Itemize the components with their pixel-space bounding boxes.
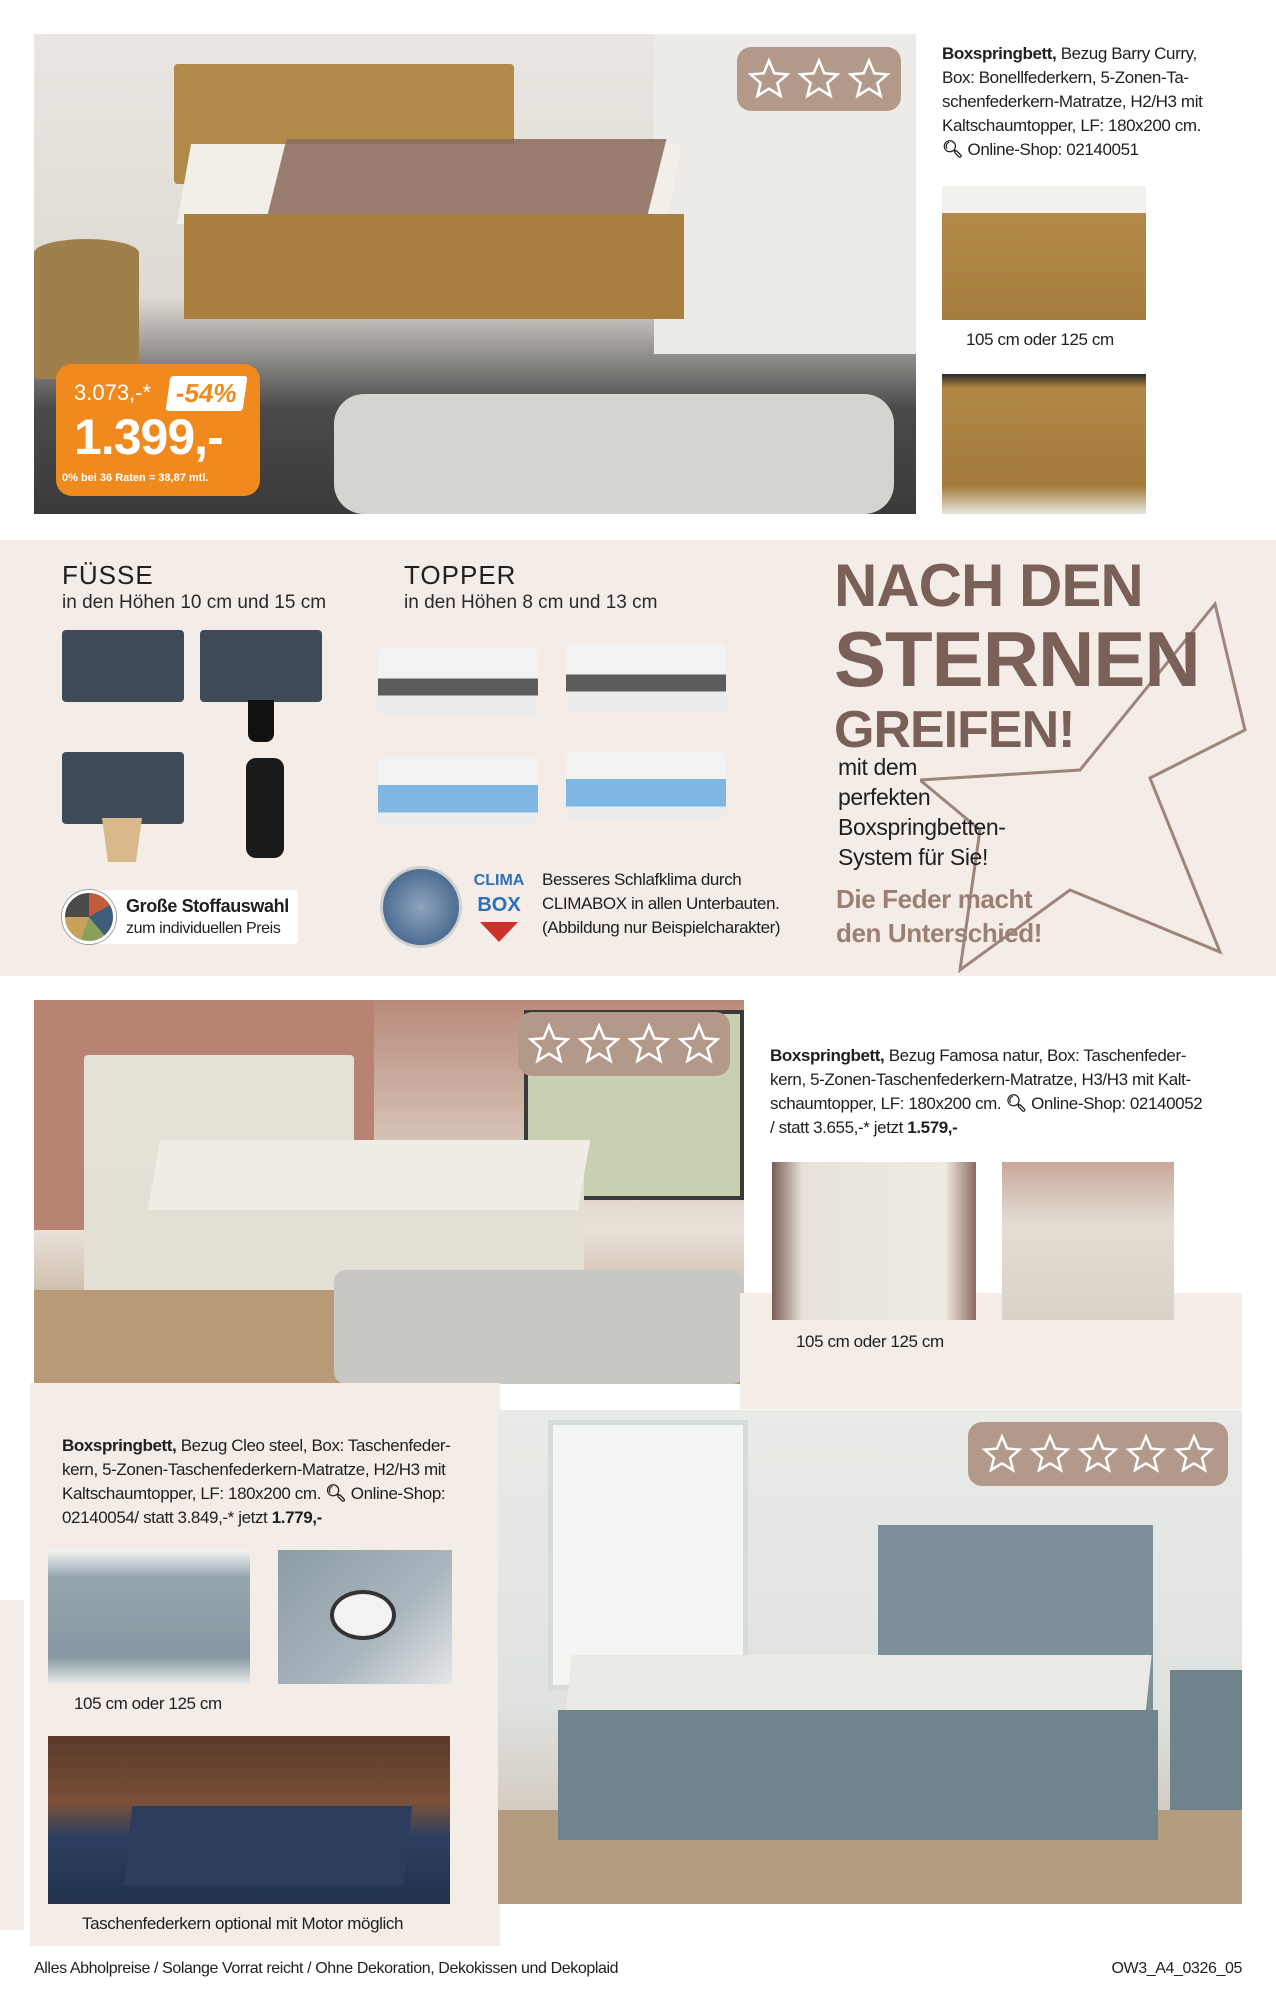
clima-logo-top: CLIMA — [473, 872, 525, 889]
stars-badge-4 — [518, 1012, 730, 1076]
slogan-line: System für Sie! — [838, 844, 988, 870]
headline-line-3: GREIFEN! — [834, 701, 1075, 759]
slogan-line: mit dem — [838, 754, 917, 780]
star-icon — [747, 57, 791, 101]
stars-badge-5 — [968, 1422, 1228, 1486]
robot-vacuum-detail-photo — [278, 1550, 452, 1684]
desc-line: kern, 5-Zonen-Taschenfederkern-Matratze, H2/H3 mit — [62, 1460, 446, 1479]
product-description-1 — [942, 42, 1242, 162]
climabox-text — [542, 868, 780, 940]
desc-line: Bezug Barry Curry, — [1060, 44, 1197, 63]
star-icon — [1077, 1433, 1119, 1475]
star-icon — [847, 57, 891, 101]
feder-line: Die Feder macht — [836, 884, 1033, 914]
price-financing: 0% bei 36 Raten = 38,87 mtl. — [62, 472, 209, 484]
slogan — [838, 752, 1005, 872]
headline-line-2: STERNEN — [834, 615, 1200, 703]
price-discount: -54% — [166, 376, 248, 411]
star-icon — [1125, 1433, 1167, 1475]
star-icon — [527, 1022, 571, 1066]
box-detail-photo — [942, 374, 1146, 514]
climabox-spring-icon — [380, 866, 462, 948]
headboard-detail-photo — [48, 1550, 250, 1684]
box-detail-photo — [1002, 1162, 1174, 1320]
bed-blanket — [148, 1140, 590, 1210]
foot-leg-black-tall — [246, 758, 284, 858]
footer-note: Alles Abholpreise / Solange Vorrat reicht / Ohne Dekoration, Dekokissen und Dekoplaid — [34, 1960, 619, 1977]
motor-caption: Taschenfederkern optional mit Motor möglich — [82, 1914, 404, 1933]
foot-option-low-dark — [62, 630, 184, 702]
feder-tagline — [836, 882, 1042, 950]
headline — [834, 552, 1200, 759]
feder-line: den Unterschied! — [836, 918, 1042, 948]
foot-option-high-dark — [200, 630, 322, 702]
size-caption: 105 cm oder 125 cm — [74, 1694, 222, 1713]
foot-option-low-wood — [62, 752, 184, 824]
clima-line: Besseres Schlafklima durch — [542, 870, 742, 889]
nightstand — [34, 239, 139, 379]
clima-logo-arrow — [480, 922, 518, 942]
online-shop-code: Online-Shop: 02140051 — [967, 140, 1139, 159]
product-title: Boxspringbett, — [62, 1436, 177, 1455]
star-icon — [627, 1022, 671, 1066]
size-caption: 105 cm oder 125 cm — [796, 1332, 944, 1351]
clima-line: (Abbildung nur Beispielcharakter) — [542, 918, 781, 937]
desc-line: Box: Bonellfederkern, 5-Zonen-Ta- — [942, 68, 1189, 87]
topper-subtitle: in den Höhen 8 cm und 13 cm — [404, 592, 658, 613]
size-caption: 105 cm oder 125 cm — [966, 330, 1114, 349]
price-old: 3.073,-* — [74, 380, 152, 405]
robot-vacuum — [330, 1590, 396, 1640]
product-description-3 — [62, 1434, 482, 1530]
topper-8cm-blue — [378, 758, 538, 826]
feet-subtitle: in den Höhen 10 cm und 15 cm — [62, 592, 327, 613]
online-shop-code: 02140054/ statt 3.849,-* jetzt — [62, 1508, 268, 1527]
stars-badge-3 — [737, 47, 901, 111]
motor-bed — [124, 1806, 412, 1886]
star-icon — [981, 1433, 1023, 1475]
floor-rug — [334, 394, 894, 514]
desc-line: Online-Shop: — [350, 1484, 446, 1503]
product-description-2 — [770, 1044, 1240, 1140]
slogan-line: perfekten — [838, 784, 931, 810]
search-icon: 🔍︎ — [942, 140, 964, 159]
star-icon — [797, 57, 841, 101]
new-price: 1.779,- — [271, 1508, 322, 1527]
price-badge — [56, 364, 260, 496]
nightstand — [1170, 1670, 1242, 1810]
topper-13cm-blue — [566, 752, 726, 820]
search-icon: 🔍︎ — [1005, 1094, 1027, 1113]
star-icon — [577, 1022, 621, 1066]
desc-line: schaumtopper, LF: 180x200 cm. — [770, 1094, 1002, 1113]
desc-line: Kaltschaumtopper, LF: 180x200 cm. — [62, 1484, 321, 1503]
topper-13cm-grey — [566, 644, 726, 712]
foot-leg-black — [248, 700, 274, 742]
motor-bed-photo — [48, 1736, 450, 1904]
new-price: 1.579,- — [907, 1118, 958, 1137]
search-icon: 🔍︎ — [325, 1484, 347, 1503]
left-strip — [0, 1600, 24, 1930]
bed-box — [558, 1710, 1158, 1840]
fabric-subtitle: zum individuellen Preis — [126, 920, 281, 937]
headboard-detail-photo — [772, 1162, 976, 1320]
fabric-title: Große Stoffauswahl — [126, 896, 289, 916]
clima-line: CLIMABOX in allen Unterbauten. — [542, 894, 780, 913]
climabox-logo — [472, 866, 526, 948]
desc-line: schenfederkern-Matratze, H2/H3 mit — [942, 92, 1203, 111]
window — [548, 1420, 748, 1690]
headboard-detail-photo — [942, 186, 1146, 320]
online-shop-code: Online-Shop: 02140052 — [1031, 1094, 1203, 1113]
star-icon — [1173, 1433, 1215, 1475]
fabric-selection-box — [62, 890, 298, 944]
price-current: 1.399,- — [74, 409, 223, 465]
floor-rug — [334, 1270, 744, 1384]
desc-line: Bezug Cleo steel, Box: Taschenfeder- — [180, 1436, 451, 1455]
desc-line: / statt 3.655,-* jetzt — [770, 1118, 903, 1137]
footer-code: OW3_A4_0326_05 — [1111, 1960, 1242, 1977]
bed-box — [184, 214, 684, 319]
clima-logo-bottom: BOX — [477, 894, 521, 916]
desc-line: kern, 5-Zonen-Taschenfederkern-Matratze, H3/H3 mit Kalt- — [770, 1070, 1191, 1089]
desc-line: Kaltschaumtopper, LF: 180x200 cm. — [942, 116, 1201, 135]
star-icon — [1029, 1433, 1071, 1475]
feet-title: FÜSSE — [62, 560, 154, 590]
topper-8cm-grey — [378, 648, 538, 716]
foot-leg-wood — [102, 818, 142, 862]
slogan-line: Boxspringbetten- — [838, 814, 1006, 840]
fabric-swatch-icon — [62, 890, 116, 944]
product-title: Boxspringbett, — [770, 1046, 885, 1065]
product-title: Boxspringbett, — [942, 44, 1057, 63]
topper-title: TOPPER — [404, 560, 517, 590]
star-icon — [677, 1022, 721, 1066]
headline-line-1: NACH DEN — [834, 552, 1143, 619]
desc-line: Bezug Famosa natur, Box: Taschenfeder- — [888, 1046, 1186, 1065]
